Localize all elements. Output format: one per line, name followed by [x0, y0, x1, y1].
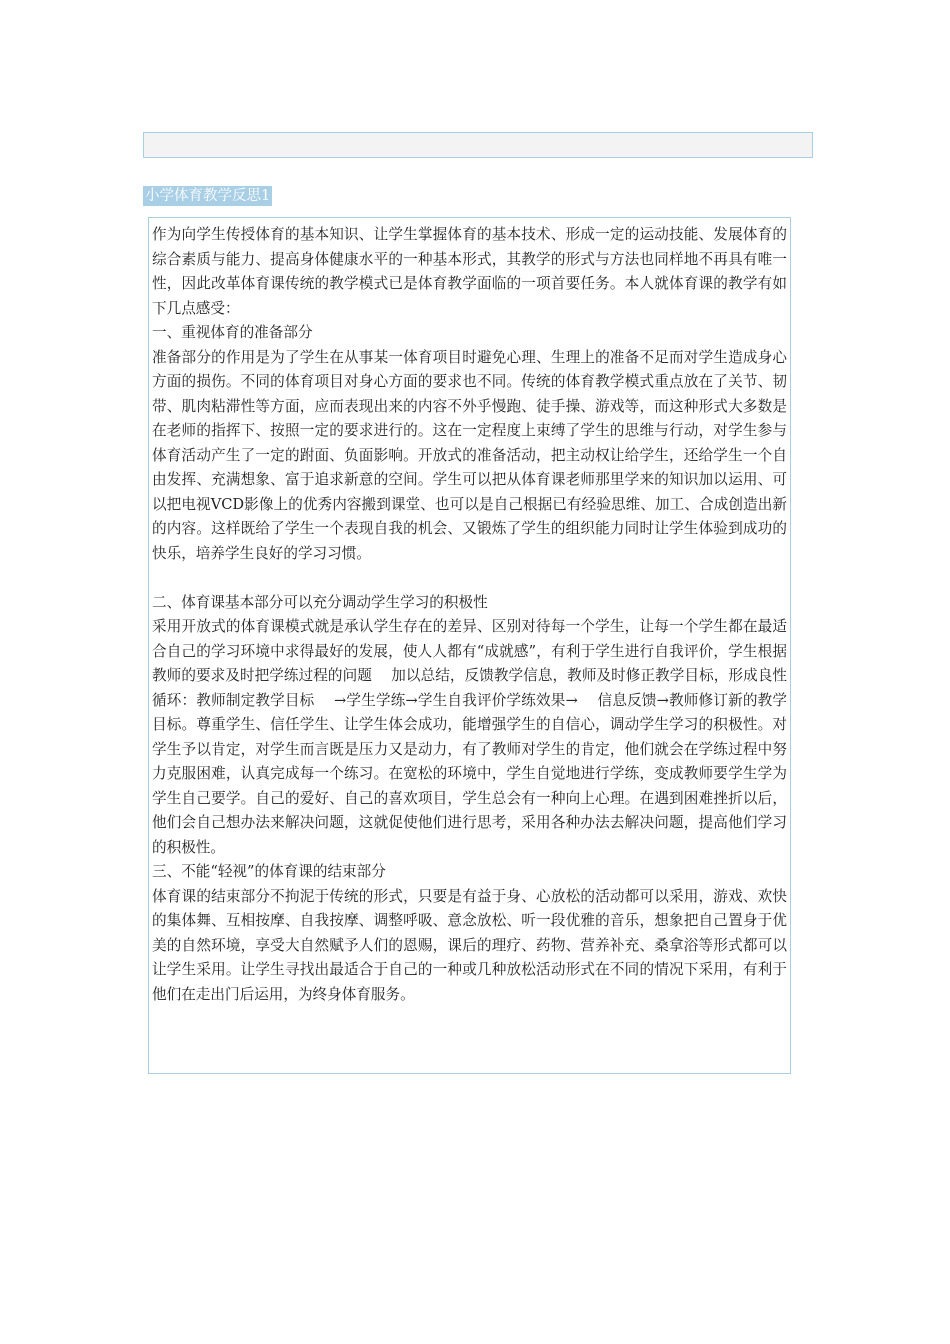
section-body-3: 体育课的结束部分不拘泥于传统的形式，只要是有益于身、心放松的活动都可以采用，游戏、欢快的集体舞、互相按摩、自我按摩、调整呼吸、意念放松、听一段优雅的音乐，想象把自己置身于优美的自然环境，享受大自然赋予人们的恩赐，课后的理疗、药物、营养补充、桑拿浴等形式都可以让学生采用。让学生寻找出最适合于自己的一种或几种放松活动形式在不同的情况下采用，有利于他们在走出门后运用，为终身体育服务。: [152, 887, 787, 1003]
section-body-2: 采用开放式的体育课模式就是承认学生存在的差异、区别对待每一个学生，让每一个学生都在最适合自己的学习环境中求得最好的发展，使人人都有“成就感”，有利于学生进行自我评价，学生根据教师的要求及时把学练过程的问题 加以总结，反馈教学信息，教师及时修正教学目标，形成良性循环：教师制定教学目标 →学生学练→学生自我评价学练效果→ 信息反馈→教师修订新的教学目标。尊重学生、信任学生、让学生体会成功，能增强学生的自信心，调动学生学习的积极性。对学生予以肯定，对学生而言既是压力又是动力，有了教师对学生的肯定，他们就会在学练过程中努力克服困难，认真完成每一个练习。在宽松的环境中，学生自觉地进行学练，变成教师要学生学为学生自己要学。自己的爱好、自己的喜欢项目，学生总会有一种向上心理。在遇到困难挫折以后，他们会自己想办法来解决问题，这就促使他们进行思考，采用各种办法去解决问题，提高他们学习的积极性。: [152, 618, 787, 856]
document-title: 小学体育教学反思1: [145, 188, 271, 204]
section-heading-1: 一、重视体育的准备部分: [152, 324, 313, 341]
section-heading-3: 三、不能“轻视”的体育课的结束部分: [152, 863, 386, 880]
header-bar: [143, 132, 813, 158]
intro-paragraph: 作为向学生传授体育的基本知识、让学生掌握体育的基本技术、形成一定的运动技能、发展体育的综合素质与能力、提高身体健康水平的一种基本形式，其教学的形式与方法也同样地不再具有唯一性，因此改革体育课传统的教学模式已是体育教学面临的一项首要任务。本人就体育课的教学有如下几点感受：: [152, 226, 787, 317]
blank-line: [152, 566, 787, 591]
section-heading-2: 二、体育课基本部分可以充分调动学生学习的积极性: [152, 593, 488, 611]
section-body-1: 准备部分的作用是为了学生在从事某一体育项目时避免心理、生理上的准备不足而对学生造成身心方面的损伤。不同的体育项目对身心方面的要求也不同。传统的体育教学模式重点放在了关节、韧带、肌肉粘滞性等方面，应而表现出来的内容不外乎慢跑、徒手操、游戏等，而这种形式大多数是在老师的指挥下、按照一定的要求进行的。这在一定程度上束缚了学生的思维与行动，对学生参与体育活动产生了一定的跗面、负面影响。开放式的准备活动，把主动权让给学生，还给学生一个自由发挥、充满想象、富于追求新意的空间。学生可以把从体育课老师那里学来的知识加以运用、可以把电视VCD影像上的优秀内容搬到课堂、也可以是自己根据已有经验思维、加工、合成创造出新的内容。这样既给了学生一个表现自我的机会、又锻炼了学生的组织能力同时让学生体验到成功的快乐，培养学生良好的学习习惯。: [152, 348, 787, 562]
content-box: [148, 217, 791, 1074]
